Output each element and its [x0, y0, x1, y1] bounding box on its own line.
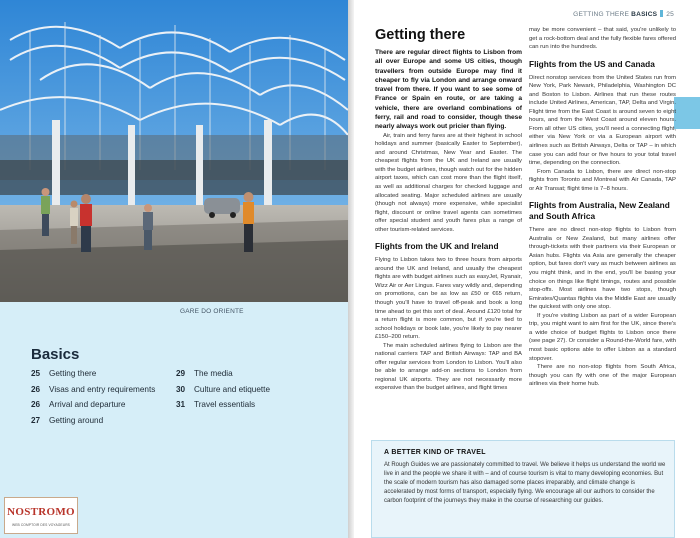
text-column-left	[375, 26, 522, 393]
body-paragraph: The main scheduled airlines flying to Lisbon are the national carriers TAP and British Airways: TAP and BA offer regular services from London to Lisbon. You'll also be able to arrange add-on sections to London from regional UK airports. They are not necessarily more expensive than the budget airlines, and flight times	[375, 342, 522, 392]
toc-page-number: 30	[176, 384, 186, 394]
running-header-bold: BASICS	[631, 11, 658, 18]
toc-label: Travel essentials	[194, 400, 256, 409]
body-paragraph: If you're visiting Lisbon as part of a wider European trip, you might want to aim first for the UK, since there's a wide choice of budget flights to Lisbon once there (see page 27). Or consider a Round-the-World fare, with most basic options able to offer Lisbon as a standard stopover.	[529, 312, 676, 362]
station-photo-illustration	[0, 0, 348, 302]
nostromo-logo	[4, 497, 78, 534]
toc-label: Culture and etiquette	[194, 384, 271, 394]
toc-item[interactable]	[31, 385, 155, 401]
body-paragraph: There are no non-stop flights from South Africa, though you can fly with one of the major European airlines via their home hub.	[529, 364, 676, 388]
toc-item[interactable]	[176, 385, 270, 401]
panel-title: A BETTER KIND OF TRAVEL	[384, 449, 486, 456]
toc-page-number: 31	[176, 400, 186, 409]
running-header	[573, 10, 674, 18]
body-paragraph: There are no direct non-stop flights to Lisbon from Australia or New Zealand, but many airlines offer through-tickets with their partners via their European or Asian hubs. Flights via Asia are generally the cheaper option, but fares don't vary as much between airlines as you might think, and in the end, you'll be basing your choice on things like flight timings, routes and possible stop-offs. Most airlines have two stops, though Emirates/Quantas flights via the Middle East are usually the quickest with only one stop.	[529, 227, 676, 311]
body-paragraph: may be more convenient – that said, you're unlikely to get a rock-bottom deal and the fully flexible fares offered can run into the hundreds.	[529, 27, 676, 51]
toc-page-number: 26	[31, 384, 41, 394]
right-page	[354, 0, 700, 538]
section-thumb-tab	[674, 97, 700, 129]
toc-item[interactable]	[176, 369, 270, 385]
toc-page-number: 27	[31, 415, 41, 425]
toc-column-right	[176, 369, 270, 416]
toc-page-number: 25	[31, 369, 41, 378]
logo-subtitle: WEB COMPTOIR DES VOYAGEURS	[12, 523, 70, 527]
lead-paragraph: There are regular direct flights to Lisbon from all over Europe and some US cities, though travellers from outside Europe may find it cheaper to fly via London and arrange onward travel from there. If you want to see some of France or Spain en route, or are taking a vehicle, there are overland combinations of ferry, rail and road to consider, though these nearly always work out pricier than flying.	[375, 49, 522, 131]
station-photo	[0, 0, 348, 302]
left-page	[0, 0, 348, 538]
header-divider-bar	[660, 10, 663, 17]
body-paragraph: Direct nonstop services from the United States run from New York, Park Newark, Philadelphia, Washington DC and Boston to Lisbon. Airlines that run these routes include United Airlines, American, TAP, Delta and Virgin. Flight time from the East Coast is around seven to eight hours, and from the West Coast around eleven hours. From all other US cities, you'll need a connecting flight, either via New York or via a European airport with airlines such as British Airways, Delta or TAP – in which case you can add four or five hours to your total travel time, depending on the connection.	[529, 74, 676, 167]
text-column-right	[529, 26, 676, 389]
body-paragraph: Flying to Lisbon takes two to three hours from airports around the UK and Ireland, and usually the cheapest flights are with budget airlines such as easyJet, Ryanair, Wizz Air or Aer Lingus. Fares vary wildly and, depending on promotions, can be as low as £50 or €65 return, though you'll have to travel off-peak and book a long time ahead to get this sort of deal. Around £120 total for a return flight is more common, but if you're tied to school holidays or book late, you're likely to pay nearer £150–200 return.	[375, 257, 523, 341]
toc-item[interactable]	[176, 400, 270, 416]
better-travel-panel	[371, 440, 675, 538]
caption-strip	[0, 302, 348, 324]
toc-label: Arrival and departure	[49, 400, 126, 409]
page-title: Getting there	[375, 27, 466, 43]
page-number: 25	[666, 11, 674, 18]
toc-label: Getting around	[49, 415, 104, 425]
panel-text: At Rough Guides we are passionately committed to travel. We believe it helps us understand the world we live in and the people we share it with – and of course tourism is vital to many developing economies. But the scale of modern tourism has also damaged some places irreparably, and climate change is accelerated by most forms of transport, especially flying. We encourage all our authors to consider the carbon footprint of the journeys they make in the course of researching our guides.	[384, 462, 666, 504]
logo-name: NOSTROMO	[7, 506, 75, 518]
heading-uk-ireland: Flights from the UK and Ireland	[375, 241, 499, 252]
heading-us-canada: Flights from the US and Canada	[529, 58, 655, 69]
body-paragraph: Air, train and ferry fares are at their highest in school holidays and summer (basically Easter to September), and around Christmas, New Year and Easter. The cheapest flights from the UK and Ireland are usually with the budget airlines, though watch out for the hidden airport taxes, which can cost more than the flight itself, as well as additional charges for checked luggage and allocated seating. Major scheduled airlines are usually (though not always) more expensive, while specialist flight, discount or online travel agents can sometimes offer special student and youth fares plus a range of other tourism-related services.	[375, 132, 522, 233]
toc-page-number: 29	[176, 369, 186, 378]
toc-item[interactable]	[31, 369, 155, 385]
body-paragraph: From Canada to Lisbon, there are direct non-stop flights from Toronto and Montreal with Air Canada, TAP or Air Transat; flight time is 7–8 hours.	[529, 168, 676, 192]
basics-title: Basics	[31, 346, 80, 363]
toc-label: Visas and entry requirements	[49, 384, 156, 394]
toc-column-left	[31, 369, 155, 431]
toc-page-number: 26	[31, 400, 41, 409]
heading-australia-nz-sa: Flights from Australia, New Zealand and South Africa	[529, 200, 670, 222]
running-header-section: GETTING THERE	[573, 11, 630, 18]
toc-label: The media	[194, 369, 233, 378]
toc-label: Getting there	[49, 369, 97, 378]
toc-item[interactable]	[31, 416, 155, 432]
photo-caption: GARE DO ORIENTE	[180, 308, 244, 315]
toc-item[interactable]	[31, 400, 155, 416]
